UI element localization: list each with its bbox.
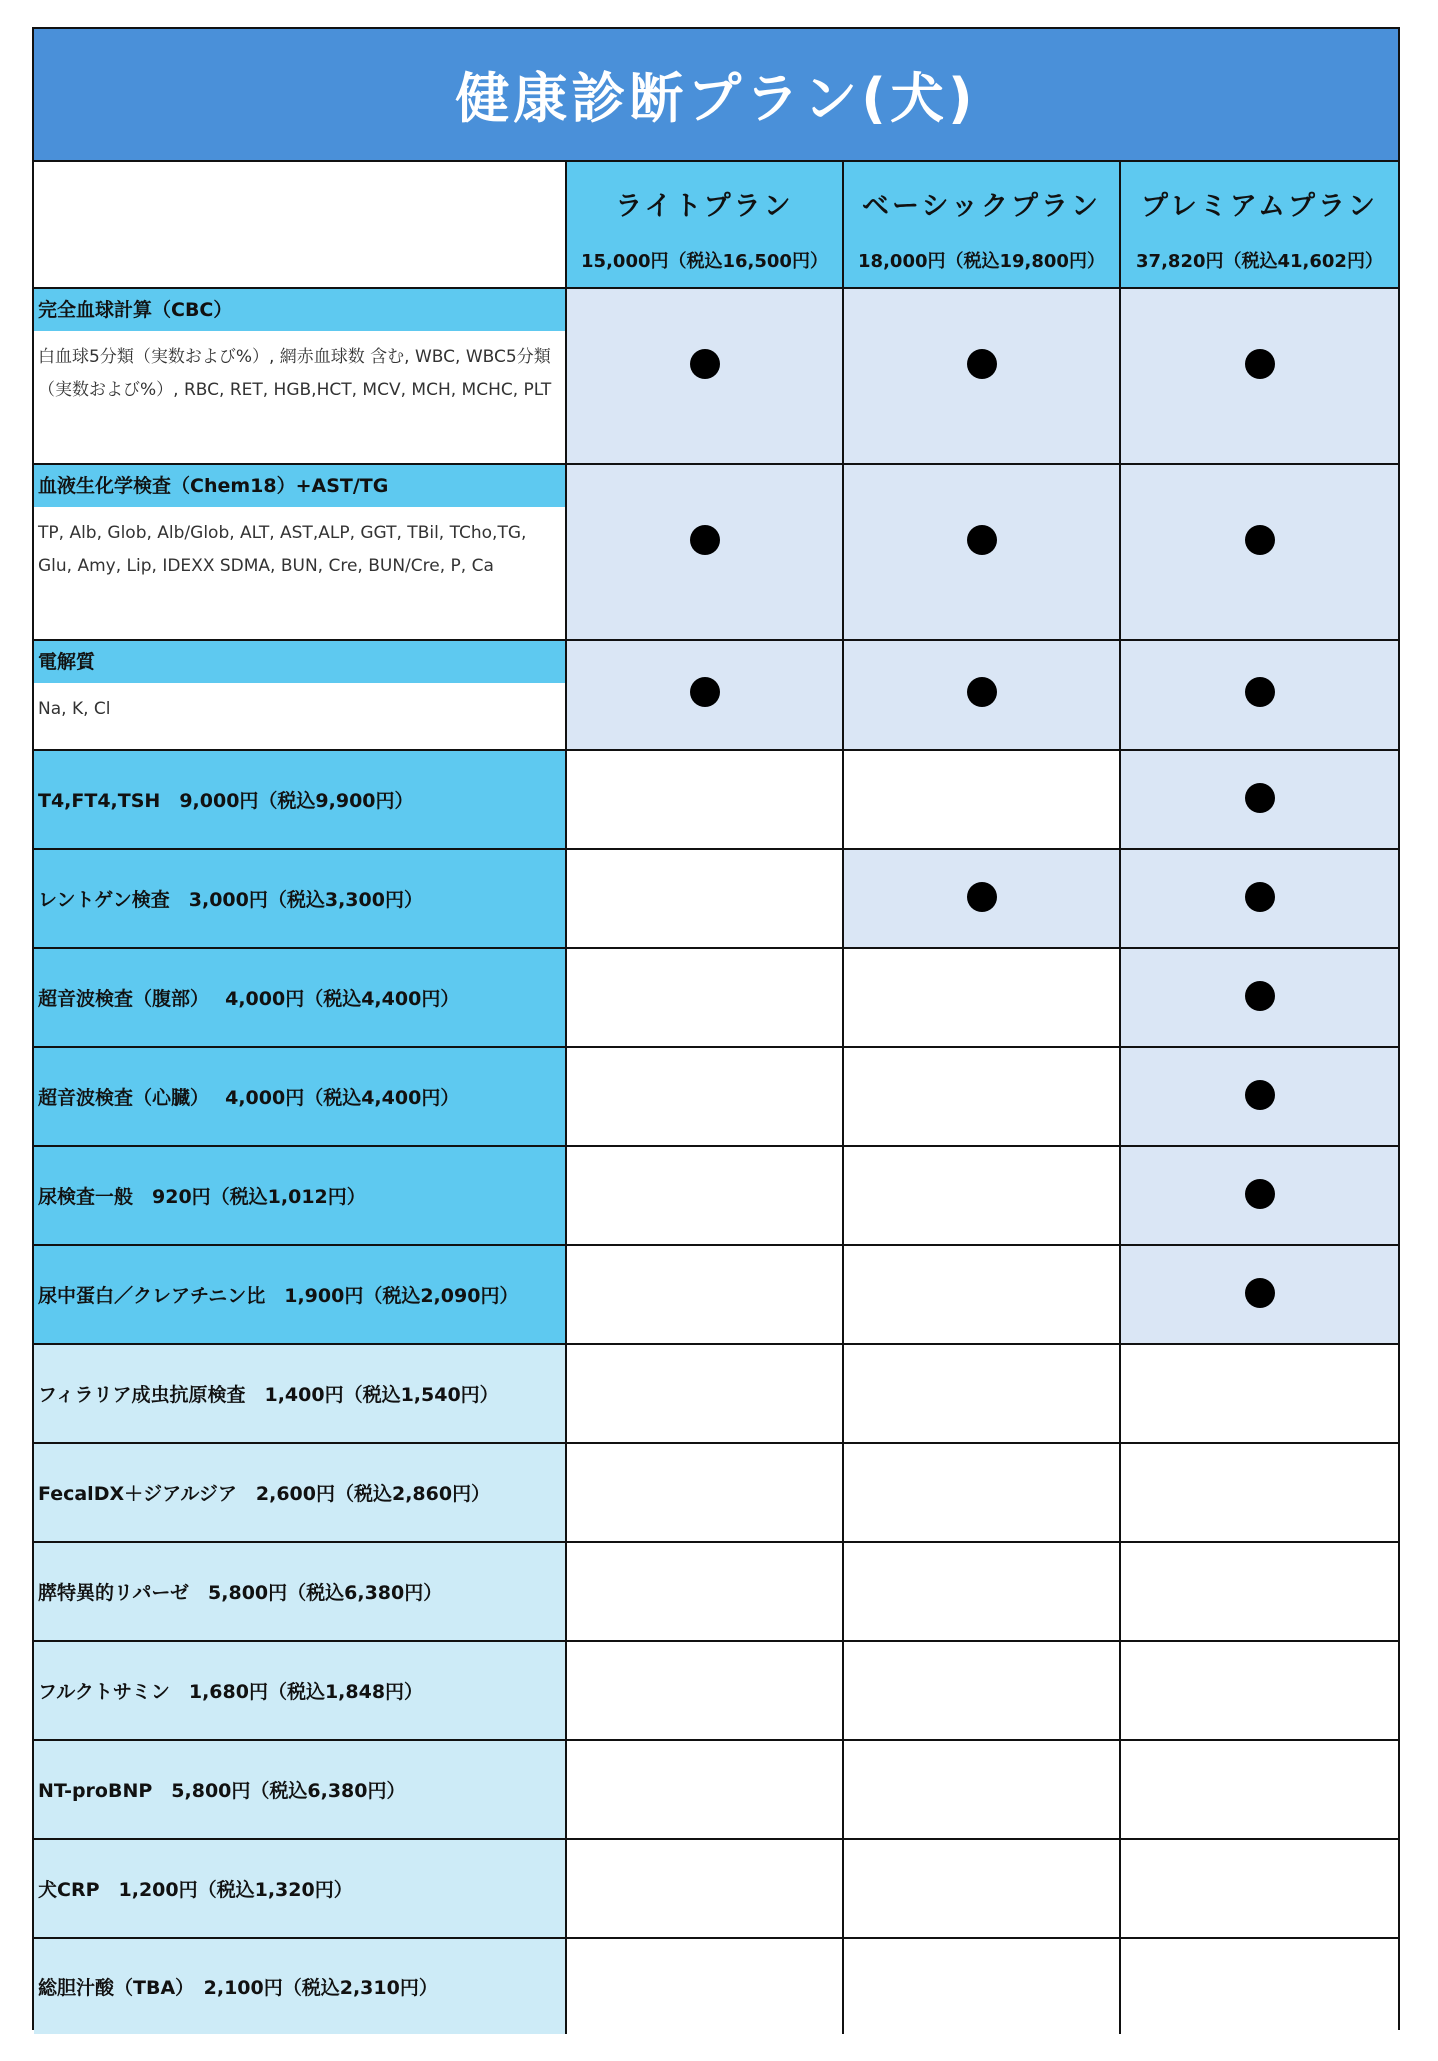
plan-mark-cell: [1120, 1443, 1398, 1542]
option-label: フィラリア成虫抗原検査 1,400円（税込1,540円）: [34, 1344, 566, 1443]
plan-mark-cell: [1120, 849, 1398, 948]
option-label: NT-proBNP 5,800円（税込6,380円）: [34, 1740, 566, 1839]
plan-header-light: [566, 162, 843, 288]
plan-mark-cell: [843, 1245, 1120, 1344]
plan-mark-cell: [843, 750, 1120, 849]
category-items: TP, Alb, Glob, Alb/Glob, ALT, AST,ALP, GGT, TBil, TCho,TG, Glu, Amy, Lip, IDEXX SDMA, BUN, Cre, BUN/Cre, P, Ca: [38, 523, 527, 576]
option-label: 犬CRP 1,200円（税込1,320円）: [34, 1839, 566, 1938]
option-row: [34, 1839, 1398, 1938]
plan-mark-cell: [566, 849, 843, 948]
plan-mark-cell: [566, 948, 843, 1047]
plan-mark-cell: [1120, 1047, 1398, 1146]
plan-mark-cell: [566, 1344, 843, 1443]
option-label: レントゲン検査 3,000円（税込3,300円）: [34, 849, 566, 948]
category-name: 血液生化学検査（Chem18）+AST/TG: [34, 465, 565, 507]
plan-mark-cell: [1120, 1938, 1398, 2034]
category-name: 電解質: [34, 641, 565, 683]
plan-name: プレミアムプラン: [1140, 191, 1379, 222]
option-label: フルクトサミン 1,680円（税込1,848円）: [34, 1641, 566, 1740]
plan-header-premium: [1120, 162, 1398, 288]
plan-mark-cell: [566, 1542, 843, 1641]
plan-mark-cell: [843, 1344, 1120, 1443]
plan-sheet: [32, 27, 1400, 2030]
included-dot-icon: [690, 677, 720, 707]
plan-mark-cell: [843, 1740, 1120, 1839]
option-row: [34, 1146, 1398, 1245]
category-row: [34, 288, 1398, 464]
included-dot-icon: [967, 349, 997, 379]
plan-header-row: [34, 162, 1398, 288]
plan-mark-cell: [1120, 948, 1398, 1047]
option-label: 尿検査一般 920円（税込1,012円）: [34, 1146, 566, 1245]
option-row: [34, 1245, 1398, 1344]
option-label: 尿中蛋白／クレアチニン比 1,900円（税込2,090円）: [34, 1245, 566, 1344]
plan-mark-cell: [843, 288, 1120, 464]
included-dot-icon: [690, 525, 720, 555]
option-row: [34, 849, 1398, 948]
included-dot-icon: [1245, 525, 1275, 555]
included-dot-icon: [1245, 349, 1275, 379]
plan-mark-cell: [1120, 1740, 1398, 1839]
plan-mark-cell: [566, 750, 843, 849]
plan-mark-cell: [1120, 750, 1398, 849]
category-cell: [34, 288, 566, 464]
plan-mark-cell: [843, 1839, 1120, 1938]
plan-mark-cell: [843, 1146, 1120, 1245]
plan-mark-cell: [566, 1047, 843, 1146]
plan-mark-cell: [843, 948, 1120, 1047]
category-cell: [34, 464, 566, 640]
included-dot-icon: [1245, 1080, 1275, 1110]
option-row: [34, 1344, 1398, 1443]
category-row: [34, 464, 1398, 640]
included-dot-icon: [1245, 1179, 1275, 1209]
plan-mark-cell: [843, 1542, 1120, 1641]
option-label: 超音波検査（心臓） 4,000円（税込4,400円）: [34, 1047, 566, 1146]
included-dot-icon: [967, 882, 997, 912]
category-name: 完全血球計算（CBC）: [34, 289, 565, 331]
option-label: T4,FT4,TSH 9,000円（税込9,900円）: [34, 750, 566, 849]
title-bar: [34, 29, 1398, 162]
option-row: [34, 1542, 1398, 1641]
plan-header-basic: [843, 162, 1120, 288]
plan-mark-cell: [1120, 1641, 1398, 1740]
plan-mark-cell: [566, 1245, 843, 1344]
plan-mark-cell: [1120, 1542, 1398, 1641]
plan-mark-cell: [566, 464, 843, 640]
plan-mark-cell: [1120, 640, 1398, 750]
plan-name: ベーシックプラン: [862, 191, 1101, 222]
plan-mark-cell: [566, 1146, 843, 1245]
option-row: [34, 1641, 1398, 1740]
option-row: [34, 1443, 1398, 1542]
category-cell: [34, 640, 566, 750]
included-dot-icon: [1245, 1278, 1275, 1308]
plan-mark-cell: [566, 1938, 843, 2034]
plan-mark-cell: [566, 1839, 843, 1938]
included-dot-icon: [690, 349, 720, 379]
plan-mark-cell: [843, 1938, 1120, 2034]
category-items: Na, K, Cl: [38, 699, 111, 719]
plan-price: 37,820円（税込41,602円）: [1136, 251, 1383, 272]
plan-mark-cell: [843, 640, 1120, 750]
included-dot-icon: [967, 525, 997, 555]
category-items: 白血球5分類（実数および%）, 網赤血球数 含む, WBC, WBC5分類（実数および%）, RBC, RET, HGB,HCT, MCV, MCH, MCHC, PLT: [38, 347, 552, 400]
plan-price: 15,000円（税込16,500円）: [581, 251, 828, 272]
option-row: [34, 1047, 1398, 1146]
category-row: [34, 640, 1398, 750]
plan-mark-cell: [843, 1047, 1120, 1146]
plan-mark-cell: [566, 1443, 843, 1542]
plan-table: [34, 162, 1398, 2034]
plan-mark-cell: [566, 1740, 843, 1839]
option-row: [34, 1938, 1398, 2034]
plan-name: ライトプラン: [615, 191, 794, 222]
plan-mark-cell: [843, 1641, 1120, 1740]
plan-mark-cell: [843, 1443, 1120, 1542]
included-dot-icon: [967, 677, 997, 707]
plan-mark-cell: [566, 288, 843, 464]
plan-mark-cell: [1120, 1146, 1398, 1245]
plan-mark-cell: [566, 640, 843, 750]
header-blank-cell: [34, 162, 566, 288]
page-title: 健康診断プラン(犬): [455, 67, 977, 130]
option-label: FecalDX＋ジアルジア 2,600円（税込2,860円）: [34, 1443, 566, 1542]
plan-mark-cell: [566, 1641, 843, 1740]
plan-mark-cell: [843, 464, 1120, 640]
included-dot-icon: [1245, 677, 1275, 707]
plan-mark-cell: [1120, 1245, 1398, 1344]
plan-mark-cell: [1120, 1839, 1398, 1938]
option-label: 膵特異的リパーゼ 5,800円（税込6,380円）: [34, 1542, 566, 1641]
plan-price: 18,000円（税込19,800円）: [858, 251, 1105, 272]
included-dot-icon: [1245, 981, 1275, 1011]
plan-mark-cell: [1120, 464, 1398, 640]
plan-mark-cell: [1120, 1344, 1398, 1443]
option-label: 総胆汁酸（TBA） 2,100円（税込2,310円）: [34, 1938, 566, 2034]
included-dot-icon: [1245, 783, 1275, 813]
included-dot-icon: [1245, 882, 1275, 912]
plan-mark-cell: [1120, 288, 1398, 464]
plan-mark-cell: [843, 849, 1120, 948]
option-label: 超音波検査（腹部） 4,000円（税込4,400円）: [34, 948, 566, 1047]
option-row: [34, 750, 1398, 849]
option-row: [34, 948, 1398, 1047]
option-row: [34, 1740, 1398, 1839]
